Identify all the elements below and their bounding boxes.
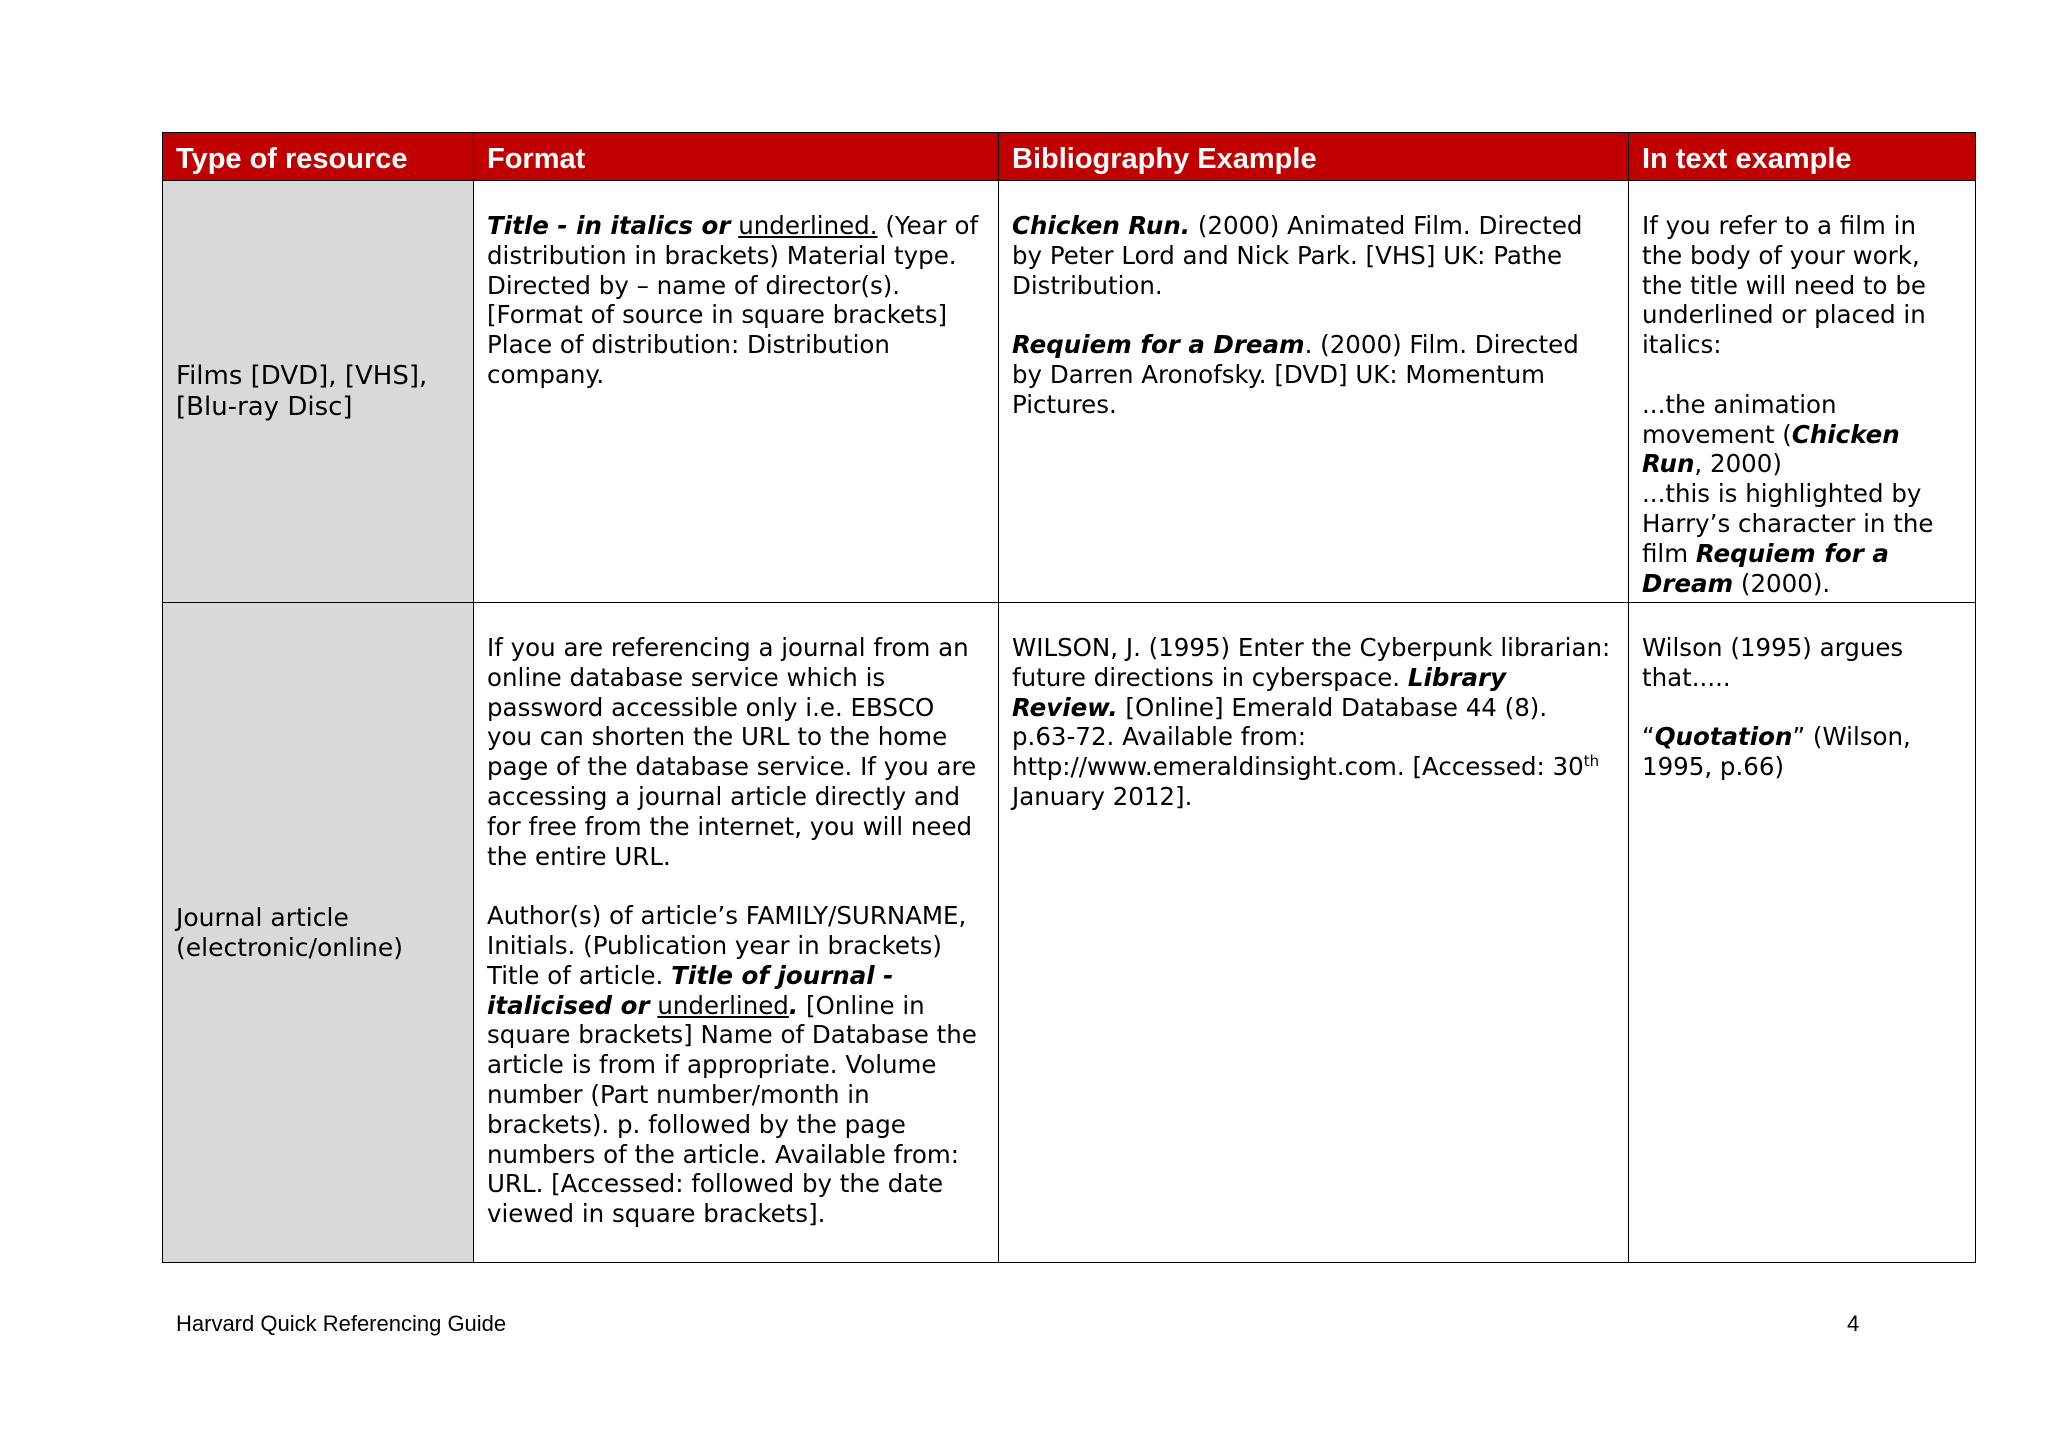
example-text: ...the animation movement ( [1642, 389, 1837, 449]
in-text-example-1 [1642, 390, 1963, 479]
in-text-quotation [1642, 722, 1963, 782]
format-rest: (Year of distribution in brackets) Material type. Directed by – name of director(s). [Format of source in square brackets] Place of distribution: Distribution company. [487, 211, 979, 389]
bibliography-journal-title: Library Review. [1012, 662, 1507, 722]
format-rule [487, 901, 986, 1229]
bibliography-part-1: WILSON, J. (1995) Enter the Cyberpunk librarian: future directions in cyberspace. [1012, 633, 1611, 692]
quote-mark: “ [1642, 722, 1655, 752]
in-text-cell-films [1629, 181, 1976, 603]
type-cell-journal: Journal article (electronic/online) [163, 603, 474, 1263]
format-intro: If you are referencing a journal from an online database service which is password accessible only i.e. EBSCO you can shorten the URL to the home page of the database service. If you are accessing a journal article directly and for free from the internet, you will need the entire URL. [487, 633, 977, 871]
bibliography-entry-chicken-run [1012, 211, 1616, 300]
header-format: Format [474, 133, 999, 181]
bibliography-cell-journal [999, 603, 1629, 1263]
header-bibliography-example: Bibliography Example [999, 133, 1629, 181]
format-journal-rule: Title of journal - italicised or [487, 960, 894, 1020]
footer-title: Harvard Quick Referencing Guide [176, 1311, 507, 1336]
example-title: Requiem for a Dream [1642, 538, 1889, 598]
bibliography-details: . (2000) Film. Directed by Darren Aronofsky. [DVD] UK: Momentum Pictures. [1012, 330, 1579, 419]
format-title-rule: Title - in italics or [487, 211, 731, 240]
quote-citation: ” (Wilson, 1995, p.66) [1642, 722, 1911, 782]
bibliography-part-3: January 2012]. [1012, 781, 1193, 811]
in-text-intro: If you refer to a film in the body of your work, the title will need to be underlined or placed in italics: [1642, 211, 1926, 360]
bibliography-entry-requiem [1012, 330, 1616, 419]
example-title: Chicken Run [1642, 419, 1900, 479]
bibliography-part-2: [Online] Emerald Database 44 (8). p.63-72. Available from: http://www.emeraldinsight.com. [Accessed: 30 [1012, 692, 1584, 782]
ordinal-suffix: th [1583, 752, 1600, 771]
bibliography-title: Requiem for a Dream [1012, 330, 1305, 360]
format-author-part: Author(s) of article’s FAMILY/SURNAME, Initials. (Publication year in brackets) Title of article. [487, 901, 967, 990]
example-text: , 2000) [1694, 449, 1782, 479]
header-type-of-resource: Type of resource [163, 133, 474, 181]
paragraph-gap [487, 871, 986, 901]
header-in-text-example: In text example [1629, 133, 1976, 181]
in-text-cell-journal [1629, 603, 1976, 1263]
paragraph-gap [1642, 360, 1963, 390]
format-journal-rule-end: . [788, 990, 799, 1020]
example-text: ...this is highlighted by Harry’s character in the film [1642, 479, 1934, 568]
format-journal-rule-underlined: underlined [657, 990, 789, 1020]
page-number: 4 [1847, 1311, 1860, 1336]
format-rest: [Online in square brackets] Name of Database the article is from if appropriate. Volume number (Part number/month in brackets). p. followed by the page numbers of the article. Available from: URL. [Accessed: followed by the date viewed in square brackets]. [487, 990, 977, 1229]
format-cell-films [474, 181, 999, 603]
in-text-example-2 [1642, 479, 1963, 598]
table-row-journal [163, 603, 1976, 1263]
bibliography-cell-films [999, 181, 1629, 603]
bibliography-title: Chicken Run. [1012, 211, 1191, 240]
in-text-intro: Wilson (1995) argues that..... [1642, 633, 1904, 692]
format-cell-journal [474, 603, 999, 1263]
quote-word: Quotation [1654, 722, 1793, 752]
type-cell-films: Films [DVD], [VHS], [Blu-ray Disc] [163, 181, 474, 603]
table-row-films [163, 181, 1976, 603]
header-row [163, 133, 1976, 181]
format-title-rule-underlined: underlined. [738, 211, 878, 240]
example-text: (2000). [1740, 568, 1831, 598]
paragraph-gap [1012, 300, 1616, 330]
paragraph-gap [1642, 693, 1963, 723]
bibliography-details: (2000) Animated Film. Directed by Peter Lord and Nick Park. [VHS] UK: Pathe Distribution. [1012, 211, 1583, 300]
referencing-table [162, 132, 1976, 1263]
